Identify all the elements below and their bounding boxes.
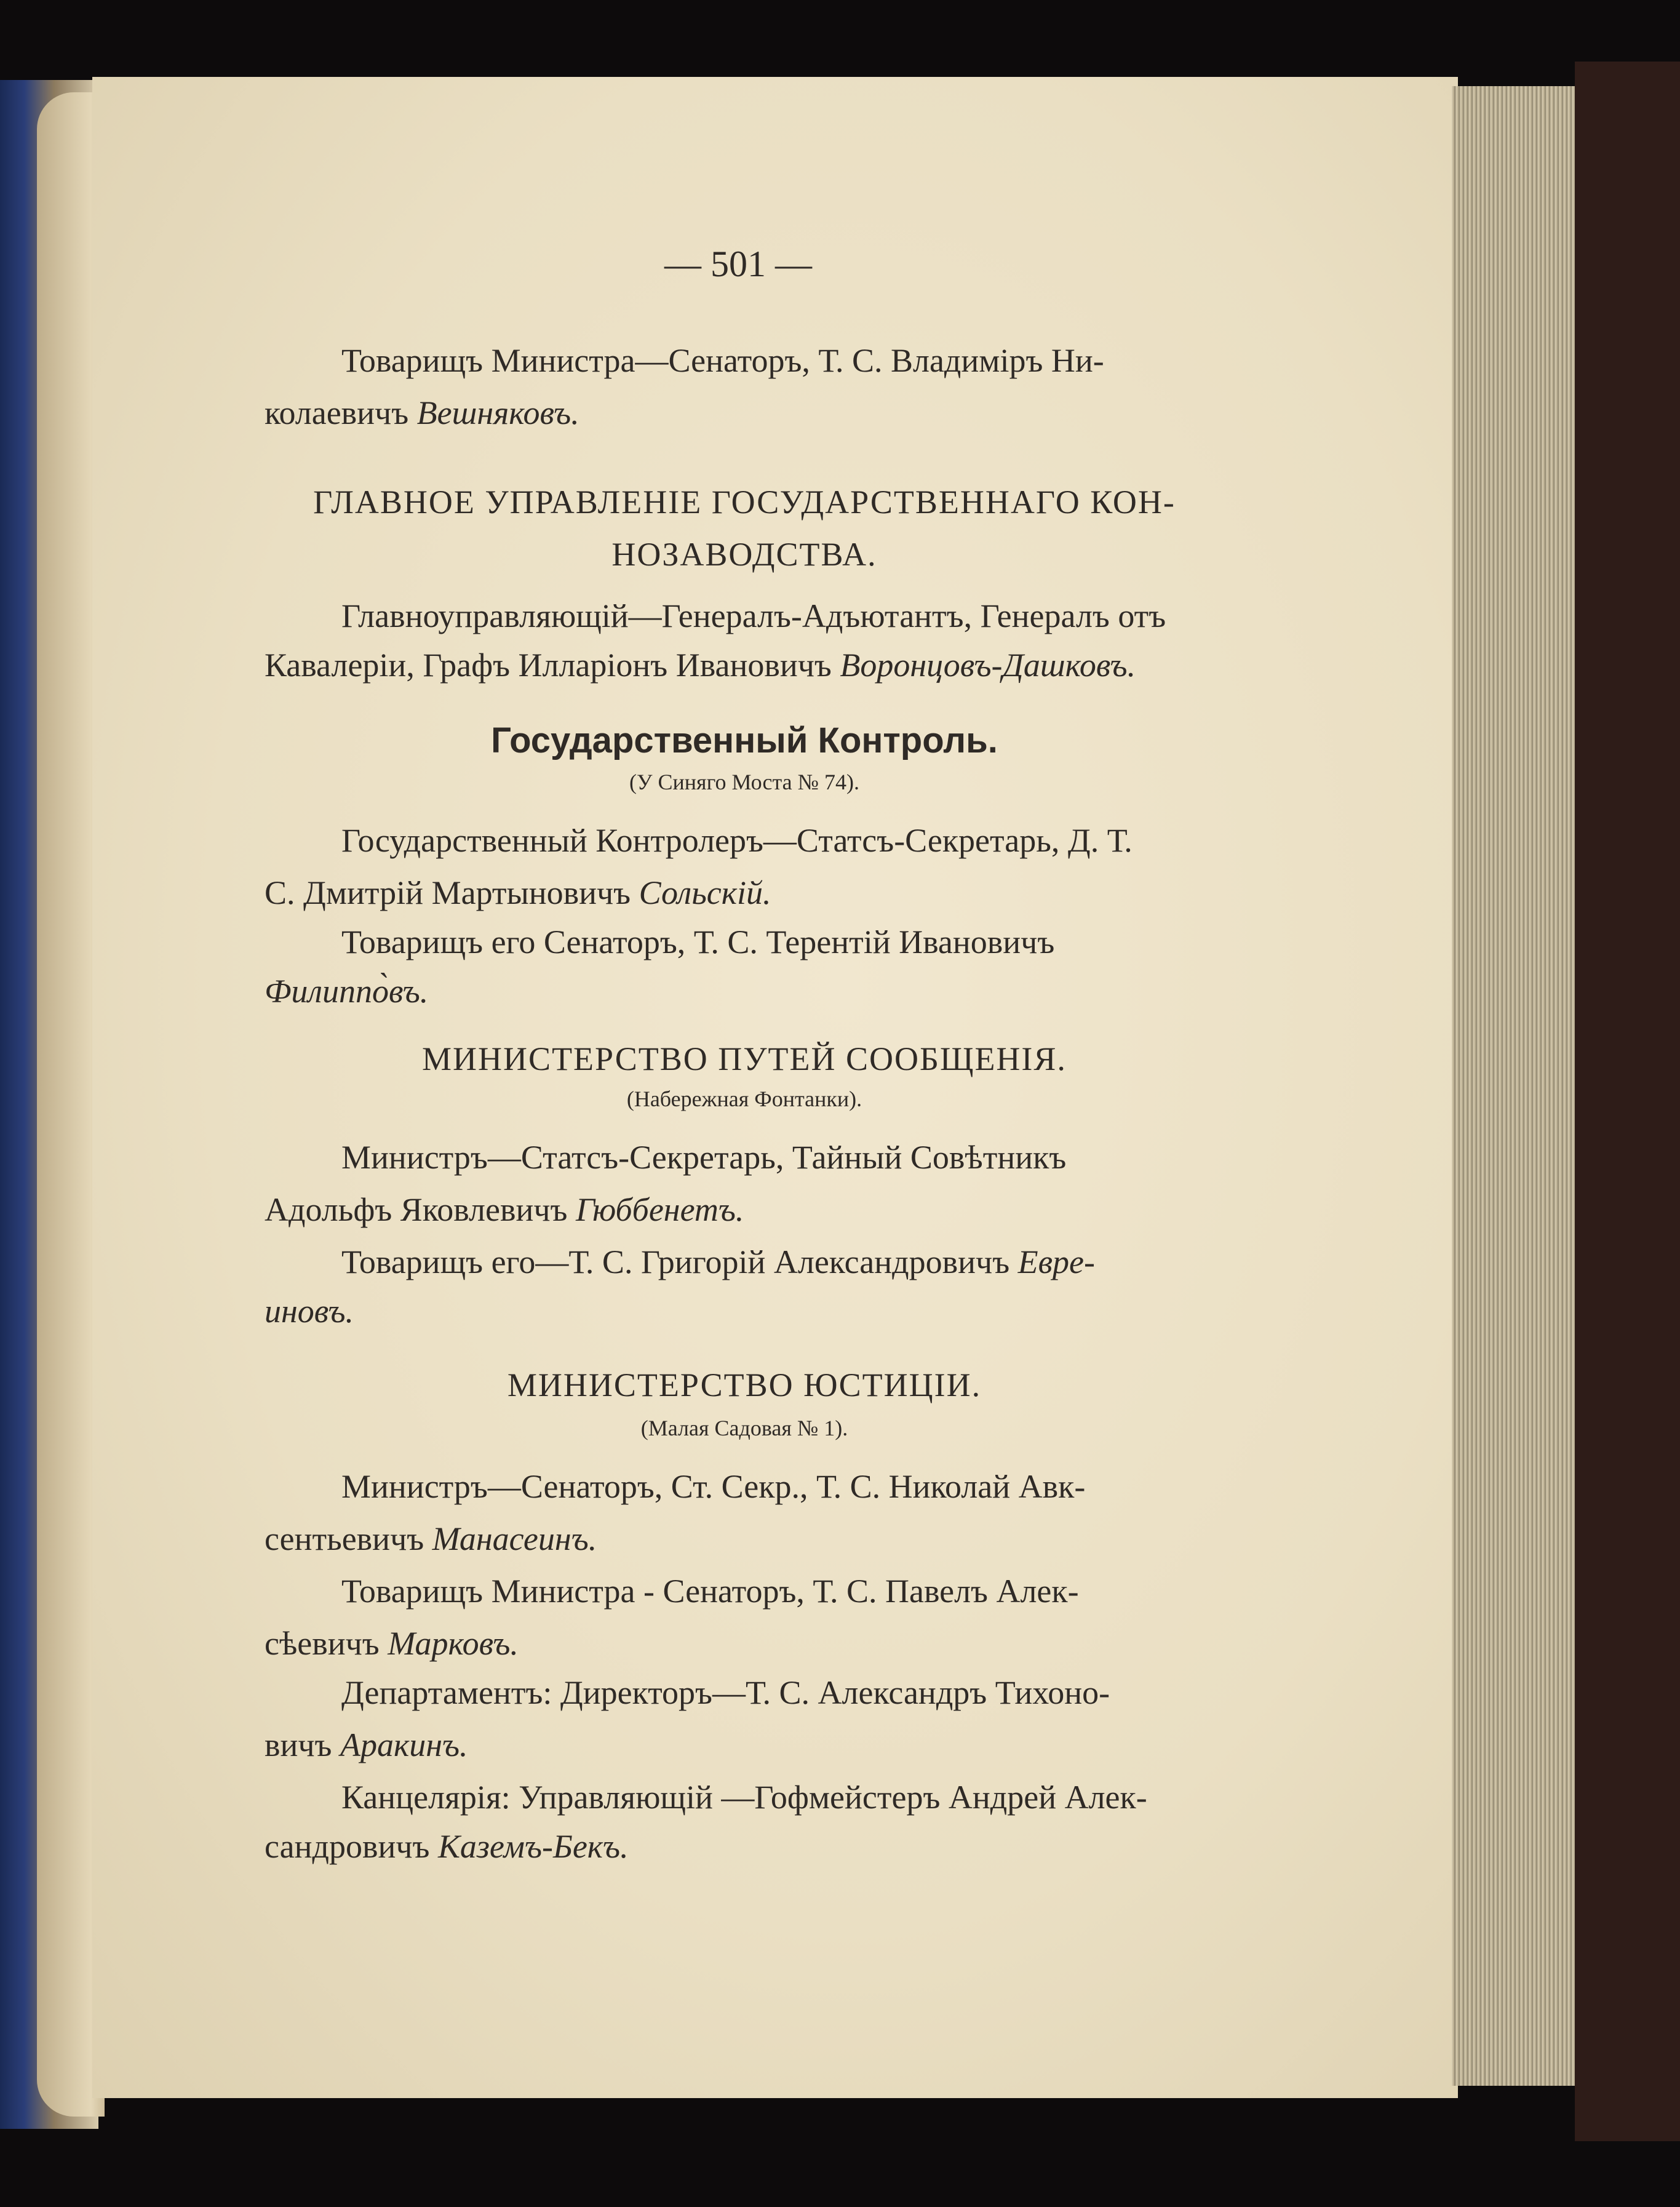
section-heading: Государственный Контроль. (491, 720, 998, 760)
text-line: Товарищъ его—Т. С. Григорій Александровичъ Евре- (341, 1243, 1096, 1280)
section-heading: МИНИСТЕРСТВО ЮСТИЦІИ. (507, 1367, 982, 1403)
text-line: Главноуправляющій—Генералъ-Адъютантъ, Генералъ отъ (341, 597, 1166, 634)
text-line: Департаментъ: Директоръ—Т. С. Александръ Тихоно- (341, 1674, 1110, 1711)
section-subheading: (У Синяго Моста № 74). (629, 770, 859, 794)
text-line: Канцелярія: Управляющій —Гофмейстеръ Андрей Алек- (341, 1779, 1147, 1816)
text-line: колаевичъ Вешняковъ. (265, 394, 579, 431)
text-line: Государственный Контролеръ—Статсъ-Секретарь, Д. Т. (341, 822, 1133, 859)
section-heading: НОЗАВОДСТВА. (611, 536, 877, 573)
text-line: Кавалеріи, Графъ Илларіонъ Ивановичъ Воронцовъ-Дашковъ. (265, 647, 1136, 684)
text-line: Товарищъ его Сенаторъ, Т. С. Терентій Ивановичъ (341, 924, 1055, 960)
text-line: Министръ—Статсъ-Секретарь, Тайный Совѣтникъ (341, 1139, 1067, 1176)
text-line: Товарищъ Министра—Сенаторъ, Т. С. Владиміръ Ни- (341, 342, 1104, 379)
text-line: сѣевичъ Марковъ. (265, 1625, 519, 1662)
text-line: Министръ—Сенаторъ, Ст. Секр., Т. С. Николай Авк- (341, 1468, 1086, 1505)
text-line: Адольфъ Яковлевичъ Гюббенетъ. (265, 1191, 744, 1228)
text-line: вичъ Аракинъ. (265, 1726, 468, 1763)
text-line: Товарищъ Министра - Сенаторъ, Т. С. Павелъ Алек- (341, 1573, 1079, 1610)
text-line: Филиппо̀въ. (265, 973, 429, 1010)
text-line: сандровичъ Каземъ-Бекъ. (265, 1828, 629, 1865)
text-line: сентьевичъ Манасеинъ. (265, 1520, 597, 1557)
section-heading: МИНИСТЕРСТВО ПУТЕЙ СООБЩЕНІЯ. (422, 1040, 1067, 1077)
section-subheading: (Набережная Фонтанки). (626, 1087, 862, 1111)
page-stack-edge (1452, 86, 1584, 2086)
section-subheading: (Малая Садовая № 1). (640, 1416, 848, 1440)
text-line: С. Дмитрій Мартыновичъ Сольскій. (265, 874, 771, 911)
text-line: иновъ. (265, 1293, 354, 1330)
page-number: — 501 — (664, 244, 812, 284)
section-heading: ГЛАВНОЕ УПРАВЛЕНІЕ ГОСУДАРСТВЕННАГО КОН- (313, 484, 1176, 521)
book-cover-right (1575, 62, 1680, 2141)
